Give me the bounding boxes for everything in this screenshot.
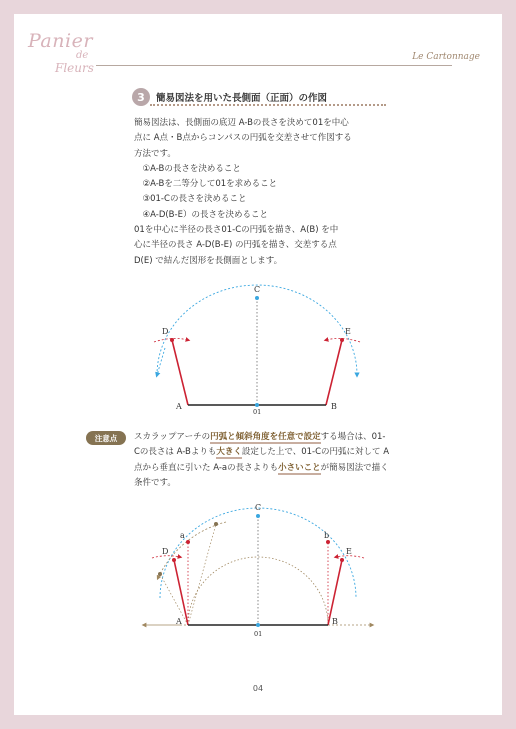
point-e xyxy=(340,558,344,562)
note-text-2: する場合は、01-Cの長さは A-Bよりも xyxy=(134,432,386,458)
label-d: D xyxy=(162,547,169,556)
label-c: C xyxy=(254,285,261,294)
logo-de: de xyxy=(76,50,89,61)
brand-name: Le Cartonnage xyxy=(412,52,480,62)
page-number: 04 xyxy=(252,684,264,693)
arc-o1-c xyxy=(160,508,356,598)
line-a-upper xyxy=(188,524,216,625)
label-c: C xyxy=(255,503,262,512)
point-brown-upper xyxy=(214,522,218,526)
note-text-4: が簡易図法で描く条件です。 xyxy=(134,462,389,488)
section-dotted-rule xyxy=(150,104,386,106)
label-o1: 01 xyxy=(254,630,263,638)
arc-at-e xyxy=(336,556,364,558)
point-o1 xyxy=(255,403,259,407)
side-a-d xyxy=(172,340,188,405)
note-badge: 注意点 xyxy=(86,431,126,445)
label-a-small: a xyxy=(180,531,185,540)
point-b-small xyxy=(326,540,330,544)
note-highlight-1: 円弧と傾斜角度を任意で設定 xyxy=(210,432,321,442)
label-o1: 01 xyxy=(253,408,262,416)
point-c xyxy=(256,514,260,518)
label-b-small: b xyxy=(324,531,330,540)
point-e xyxy=(340,338,344,342)
point-d xyxy=(170,338,174,342)
side-b-e xyxy=(326,340,342,405)
label-d: D xyxy=(162,327,169,336)
logo-fleurs: Fleurs xyxy=(55,61,94,75)
line-a-lower xyxy=(160,574,188,625)
note-text-3: 設定した上で、01-Cの円弧に対して A点から垂直に引いた A-aの長さよりも xyxy=(134,447,390,473)
note-text-1: スカラップアーチの xyxy=(134,432,211,442)
diagram-condition xyxy=(136,500,380,640)
point-o1 xyxy=(256,623,260,627)
section-title: 簡易図法を用いた長側面（正面）の作図 xyxy=(156,93,328,104)
header-divider xyxy=(96,65,452,66)
arc-at-d xyxy=(152,556,180,558)
side-b-e xyxy=(328,560,342,625)
note-highlight-2: 大きく xyxy=(216,447,242,458)
point-c xyxy=(255,296,259,300)
point-brown-lower xyxy=(158,572,162,576)
label-a: A xyxy=(176,617,182,626)
note-highlight-3: 小さいこと xyxy=(278,462,321,473)
point-d xyxy=(172,558,176,562)
label-e: E xyxy=(345,327,351,336)
section-number-badge: 3 xyxy=(132,88,150,106)
note-paragraph xyxy=(134,430,390,491)
section-paragraph: 簡易図法は、長側面の底辺 A-Bの長さを決めて01を中心 点に A点・B点からコンパスの円弧を交差させて作図する 方法です。 ①A-Bの長さを決めること ②A-Bを二等分して01を求めること ③01-Cの長さを決めること ④A-D(B-E）の長さを決めること 01を中心に半径の長さ01-Cの円弧を描き、A(B) を中 心に半径の長さ A-D(B-E) の円弧を描き、交差する点 D(E) で結んだ図形を長側面とします。 xyxy=(134,118,352,266)
point-a-small xyxy=(186,540,190,544)
label-b: B xyxy=(331,402,337,411)
label-e: E xyxy=(346,547,352,556)
label-b: B xyxy=(332,617,338,626)
logo: Panier xyxy=(28,30,93,52)
label-a: A xyxy=(176,402,182,411)
side-a-d xyxy=(174,560,188,625)
diagram-construction xyxy=(140,280,380,420)
